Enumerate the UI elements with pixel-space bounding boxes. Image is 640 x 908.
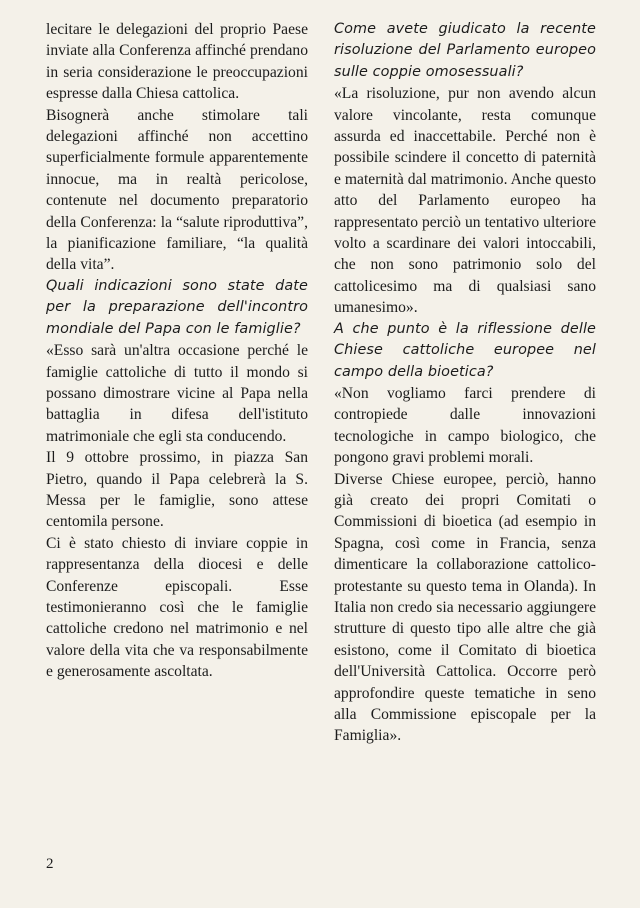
page-number: 2 (46, 856, 54, 872)
paragraph: Bisognerà anche stimolare tali delegazioni affinché non accettino superficialmente formule apparentemente innocue, ma in realtà pericolose, contenute nel documento preparatorio della Conferenza: la “salute riproduttiva”, la pianificazione familiare, “la qualità della vita”. (46, 106, 308, 274)
right-column (334, 19, 596, 747)
left-column (46, 19, 308, 683)
paragraph: Diverse Chiese europee, perciò, hanno già creato dei propri Comitati o Commissioni di bioetica (ad esempio in Spagna, così come in Francia, senza dimenticare la collaborazione cattolico-protestante su questo tema in Olanda). In Italia non credo sia necessario aggiungere strutture di questo tipo alle altre che già esistono, come il Comitato di bioetica dell'Università Cattolica. Occorre però approfondire queste tematiche in seno alla Commissione episcopale per la Famiglia». (334, 470, 596, 745)
paragraph: «La risoluzione, pur non avendo alcun valore vincolante, resta comunque assurda ed inaccettabile. Perché non è possibile scindere il concetto di paternità e maternità dal matrimonio. Anche questo atto del Parlamento europeo ha rappresentato perciò un tentativo ulteriore volto a scardinare dei valori intoccabili, che non sono patrimonio solo del cattolicesimo ma di qualsiasi sano umanesimo». (334, 85, 596, 317)
paragraph: Ci è stato chiesto di inviare coppie in rappresentanza della diocesi e delle Conferenze episcopali. Esse testimonieranno così che le famiglie cattoliche credono nel matrimonio e nel valore della vita che va responsabilmente e generosamente ascoltata. (46, 534, 308, 681)
paragraph: lecitare le delegazioni del proprio Paese inviate alla Conferenza affinché prendano in seria considerazione le preoccupazioni espresse dalla Chiesa cattolica. (46, 21, 308, 103)
interview-question: Quali indicazioni sono state date per la preparazione dell'incontro mondiale del Papa con le famiglie? (46, 277, 308, 337)
paragraph: Il 9 ottobre prossimo, in piazza San Pietro, quando il Papa celebrerà la S. Messa per le famiglie, sono attese centomila persone. (46, 449, 308, 531)
interview-question: A che punto è la riflessione delle Chiese cattoliche europee nel campo della bioetica? (334, 320, 596, 380)
paragraph: «Esso sarà un'altra occasione perché le famiglie cattoliche di tutto il mondo si possano dimostrare vicine al Papa nella battaglia in difesa dell'istituto matrimoniale che egli sta conducendo. (46, 342, 308, 445)
paragraph: «Non vogliamo farci prendere di contropiede dalle innovazioni tecnologiche in campo biologico, che pongono gravi problemi morali. (334, 384, 596, 467)
interview-question: Come avete giudicato la recente risoluzione del Parlamento europeo sulle coppie omosessuali? (334, 21, 596, 80)
